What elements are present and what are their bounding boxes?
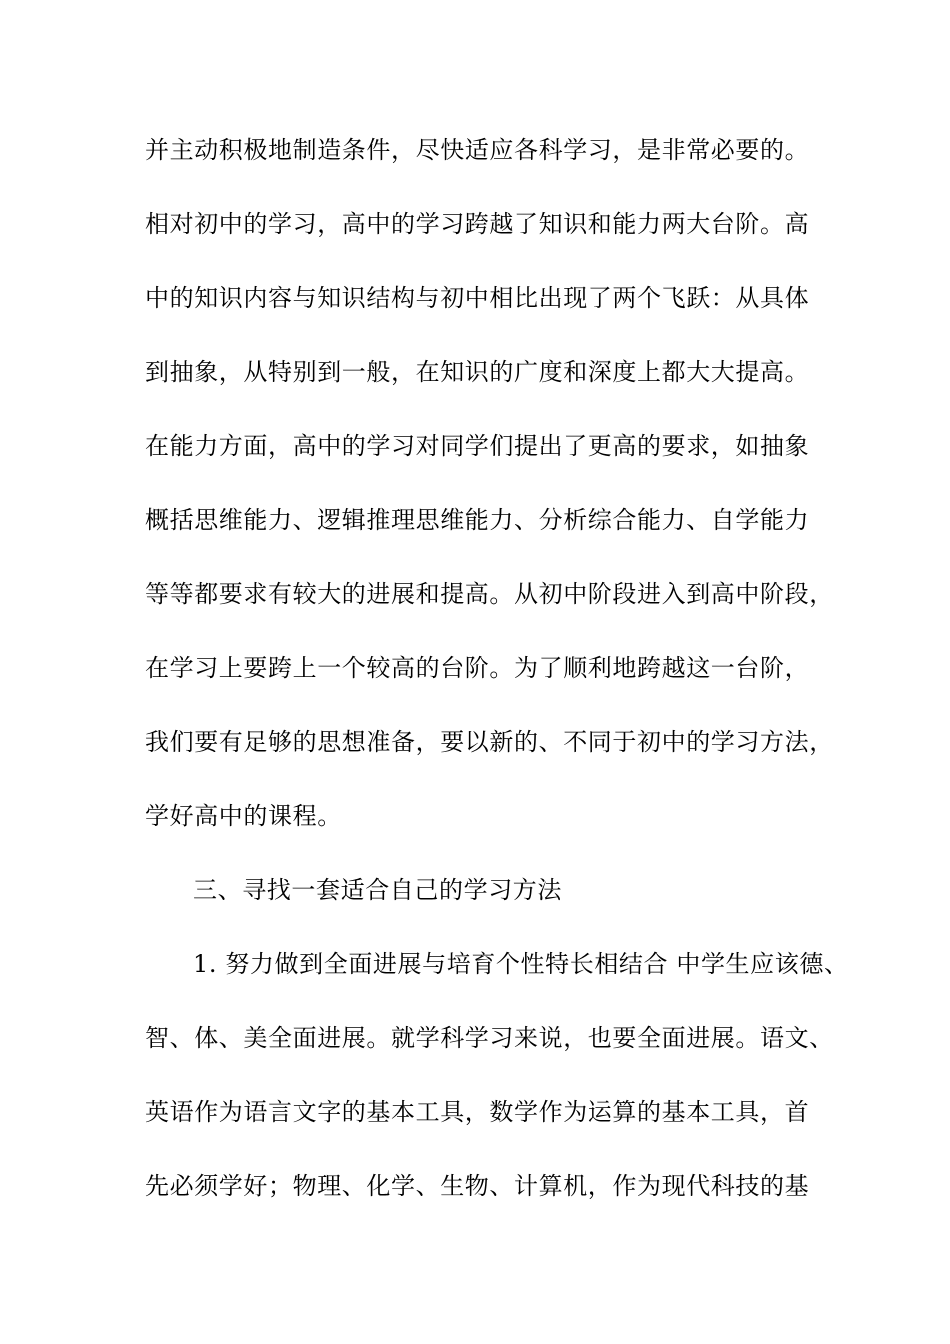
paragraph-line: 英语作为语言文字的基本工具，数学作为运算的基本工具，首 bbox=[145, 1098, 810, 1126]
paragraph-line: 智、体、美全面进展。就学科学习来说，也要全面进展。语文、 bbox=[145, 1024, 834, 1052]
paragraph-line: 并主动积极地制造条件，尽快适应各科学习，是非常必要的。 bbox=[145, 136, 810, 164]
paragraph-line: 概括思维能力、逻辑推理思维能力、分析综合能力、自学能力 bbox=[145, 506, 810, 534]
paragraph-line: 相对初中的学习，高中的学习跨越了知识和能力两大台阶。高 bbox=[145, 210, 810, 238]
paragraph-line: 学好高中的课程。 bbox=[145, 802, 342, 830]
paragraph-line: 我们要有足够的思想准备，要以新的、不同于初中的学习方法， bbox=[145, 728, 834, 756]
paragraph-line: 1. 努力做到全面进展与培育个性特长相结合 中学生应该德、 bbox=[193, 950, 849, 978]
paragraph-line: 中的知识内容与知识结构与初中相比出现了两个飞跃：从具体 bbox=[145, 284, 810, 312]
paragraph-line: 在学习上要跨上一个较高的台阶。为了顺利地跨越这一台阶， bbox=[145, 654, 810, 682]
paragraph-line: 到抽象，从特别到一般，在知识的广度和深度上都大大提高。 bbox=[145, 358, 810, 386]
paragraph-line: 在能力方面，高中的学习对同学们提出了更高的要求，如抽象 bbox=[145, 432, 810, 460]
section-heading: 三、寻找一套适合自己的学习方法 bbox=[193, 876, 562, 904]
paragraph-line: 先必须学好；物理、化学、生物、计算机，作为现代科技的基 bbox=[145, 1172, 810, 1200]
paragraph-line: 等等都要求有较大的进展和提高。从初中阶段进入到高中阶段， bbox=[145, 580, 834, 608]
